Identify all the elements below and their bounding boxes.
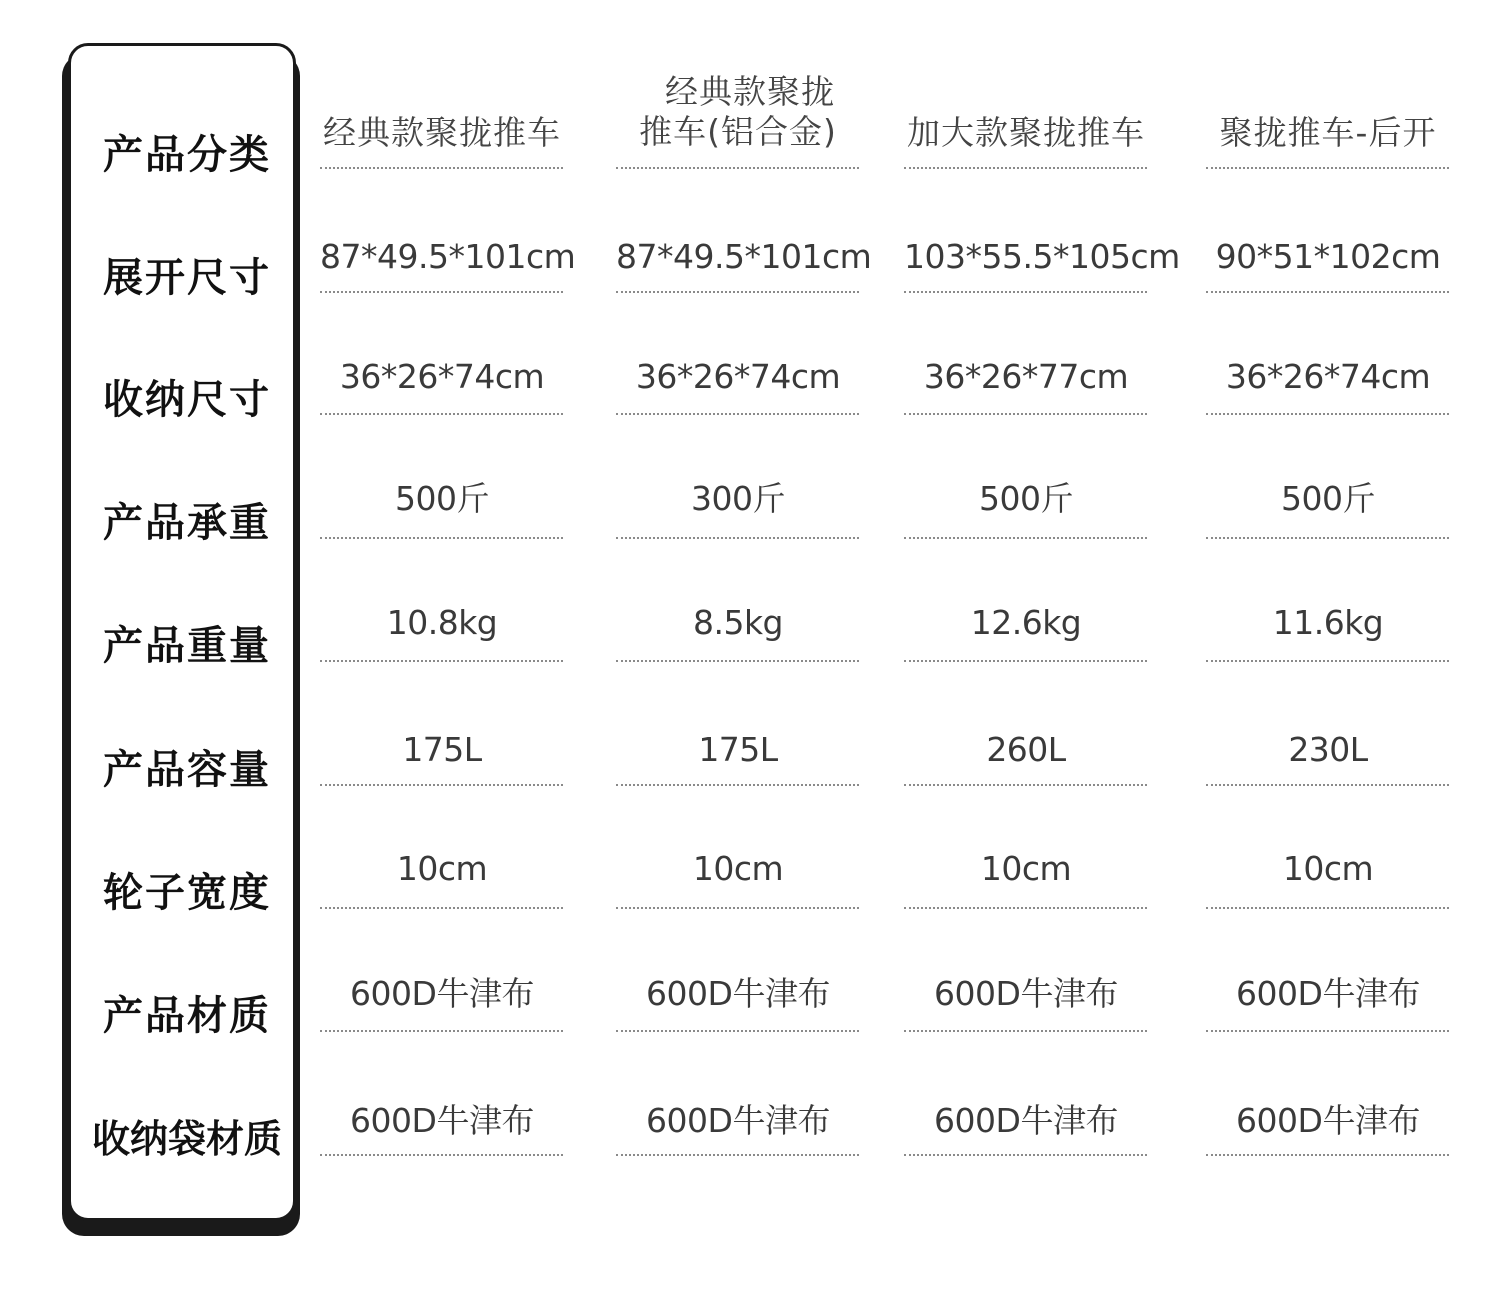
row-divider <box>904 784 1147 786</box>
row-label-category: 产品分类 <box>103 132 271 178</box>
cell-material-1: 600D牛津布 <box>350 974 534 1013</box>
row-divider <box>1206 413 1449 415</box>
row-divider <box>1206 1154 1449 1156</box>
cell-load-capacity-2: 300斤 <box>691 479 785 518</box>
cell-bag-material-3: 600D牛津布 <box>934 1101 1118 1140</box>
cell-wheel-width-3: 10cm <box>980 849 1072 888</box>
column-header-classic-aluminum <box>616 72 860 151</box>
row-divider <box>616 1030 859 1032</box>
row-divider <box>616 167 859 169</box>
row-label-wheel-width: 轮子宽度 <box>103 870 271 916</box>
row-label-volume: 产品容量 <box>103 747 271 793</box>
cell-load-capacity-4: 500斤 <box>1281 479 1375 518</box>
cell-weight-3: 12.6kg <box>970 603 1082 642</box>
cell-material-4: 600D牛津布 <box>1236 974 1420 1013</box>
row-divider <box>616 413 859 415</box>
cell-wheel-width-1: 10cm <box>396 849 488 888</box>
cell-volume-4: 230L <box>1288 730 1368 769</box>
row-divider <box>616 784 859 786</box>
row-divider <box>904 660 1147 662</box>
row-label-bag-material: 收纳袋材质 <box>91 1117 282 1161</box>
column-header-classic-aluminum-line-2: 推车(铝合金) <box>639 111 837 151</box>
row-divider <box>1206 291 1449 293</box>
row-divider <box>320 537 563 539</box>
row-divider <box>1206 784 1449 786</box>
row-divider <box>1206 907 1449 909</box>
cell-volume-1: 175L <box>402 730 482 769</box>
cell-bag-material-1: 600D牛津布 <box>350 1101 534 1140</box>
cell-weight-4: 11.6kg <box>1272 603 1384 642</box>
cell-volume-3: 260L <box>986 730 1066 769</box>
row-divider <box>904 291 1147 293</box>
row-label-weight: 产品重量 <box>103 623 271 669</box>
row-divider <box>616 660 859 662</box>
cell-material-2: 600D牛津布 <box>646 974 830 1013</box>
row-label-unfolded-size: 展开尺寸 <box>103 255 271 301</box>
row-divider <box>904 413 1147 415</box>
cell-material-3: 600D牛津布 <box>934 974 1118 1013</box>
column-header-classic: 经典款聚拢推车 <box>323 113 561 152</box>
cell-wheel-width-4: 10cm <box>1282 849 1374 888</box>
row-divider <box>320 167 563 169</box>
cell-volume-2: 175L <box>698 730 778 769</box>
row-label-material: 产品材质 <box>103 993 271 1039</box>
row-divider <box>320 907 563 909</box>
row-divider <box>1206 1030 1449 1032</box>
cell-unfolded-size-4: 90*51*102cm <box>1215 237 1441 276</box>
row-divider <box>320 291 563 293</box>
row-divider <box>320 660 563 662</box>
row-divider <box>904 907 1147 909</box>
row-divider <box>904 537 1147 539</box>
row-divider <box>320 1030 563 1032</box>
row-divider <box>904 167 1147 169</box>
row-divider <box>904 1030 1147 1032</box>
row-divider <box>320 784 563 786</box>
column-header-large: 加大款聚拢推车 <box>907 113 1145 152</box>
cell-unfolded-size-2: 87*49.5*101cm <box>616 237 872 276</box>
cell-folded-size-1: 36*26*74cm <box>339 357 545 396</box>
cell-load-capacity-3: 500斤 <box>979 479 1073 518</box>
row-divider <box>1206 167 1449 169</box>
row-label-folded-size: 收纳尺寸 <box>103 377 271 423</box>
cell-unfolded-size-1: 87*49.5*101cm <box>320 237 576 276</box>
cell-weight-1: 10.8kg <box>386 603 498 642</box>
cell-load-capacity-1: 500斤 <box>395 479 489 518</box>
row-label-load-capacity: 产品承重 <box>103 500 271 546</box>
row-divider <box>616 291 859 293</box>
cell-folded-size-4: 36*26*74cm <box>1225 357 1431 396</box>
row-divider <box>1206 660 1449 662</box>
row-divider <box>616 537 859 539</box>
cell-weight-2: 8.5kg <box>692 603 784 642</box>
row-divider <box>616 907 859 909</box>
cell-wheel-width-2: 10cm <box>692 849 784 888</box>
column-header-rear-open: 聚拢推车-后开 <box>1219 113 1437 152</box>
column-header-classic-aluminum-line-1: 经典款聚拢 <box>665 72 835 111</box>
row-divider <box>616 1154 859 1156</box>
cell-bag-material-4: 600D牛津布 <box>1236 1101 1420 1140</box>
row-divider <box>904 1154 1147 1156</box>
cell-bag-material-2: 600D牛津布 <box>646 1101 830 1140</box>
cell-unfolded-size-3: 103*55.5*105cm <box>904 237 1180 276</box>
row-divider <box>320 1154 563 1156</box>
cell-folded-size-3: 36*26*77cm <box>923 357 1129 396</box>
row-divider <box>320 413 563 415</box>
row-divider <box>1206 537 1449 539</box>
cell-folded-size-2: 36*26*74cm <box>635 357 841 396</box>
